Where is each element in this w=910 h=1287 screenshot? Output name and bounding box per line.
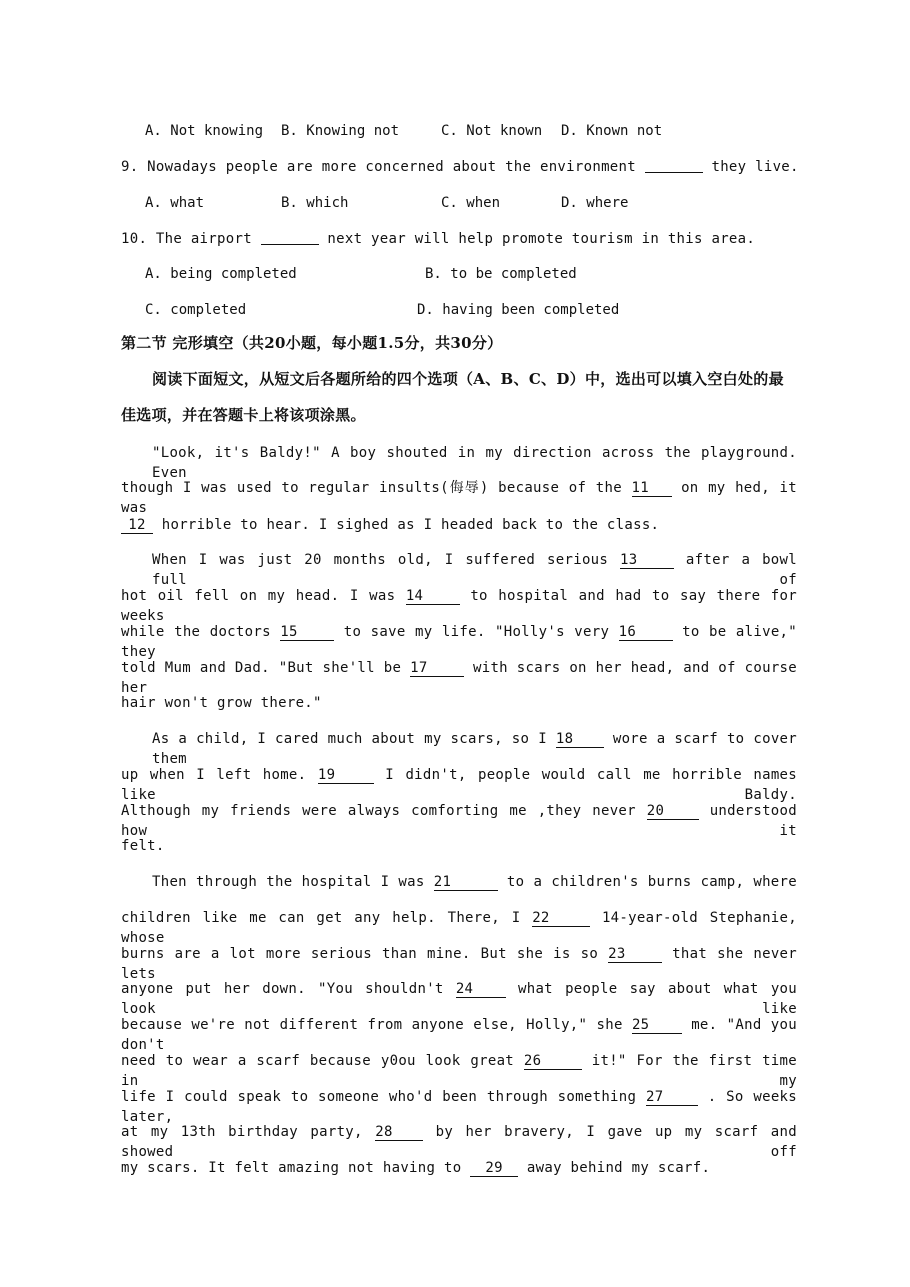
blank-16: 16	[619, 624, 673, 641]
blank-29: 29	[470, 1160, 518, 1177]
section-heading: 第二节 完形填空（共20小题，每小题1.5分，共30分）	[121, 334, 503, 352]
instruction-line-1: 阅读下面短文，从短文后各题所给的四个选项（A、B、C、D）中，选出可以填入空白处的最	[152, 370, 784, 388]
passage-line: felt.	[121, 838, 165, 854]
passage-line	[121, 801, 797, 841]
q9-option-d: D. where	[561, 195, 629, 211]
passage-line	[121, 1122, 797, 1162]
q9-option-a: A. what	[145, 195, 205, 211]
passage-line	[121, 515, 797, 535]
blank-21: 21	[434, 874, 498, 891]
passage-text: with scars on her head, and of course her	[121, 660, 798, 696]
q9-stem-before: 9. Nowadays people are more concerned about the environment	[121, 159, 636, 175]
q10-stem-after: next year will help promote tourism in this area.	[327, 231, 756, 247]
blank-19: 19	[318, 767, 374, 784]
passage-text: to hospital and had to say there for weeks	[121, 588, 797, 624]
q10-stem-before: 10. The airport	[121, 231, 252, 247]
passage-text: what people say about what you look like	[121, 981, 798, 1017]
passage-text: As a child, I cared much about my scars, so I	[152, 731, 547, 747]
blank-18: 18	[556, 731, 604, 748]
passage-line	[121, 944, 797, 984]
passage-line	[121, 658, 797, 698]
blank-22: 22	[532, 910, 590, 927]
q10-blank	[261, 230, 319, 245]
q10-option-a: A. being completed	[145, 266, 297, 282]
q9-blank	[645, 158, 703, 173]
passage-text: Although my friends were always comforting me ,they never	[121, 803, 636, 819]
q8-option-c: C. Not known	[441, 123, 543, 139]
passage-text: life I could speak to someone who'd been through something	[121, 1089, 637, 1105]
passage-text: wore a scarf to cover them	[152, 731, 798, 767]
passage-text: though I was used to regular insults(侮辱) because of the	[121, 480, 622, 496]
passage-line	[121, 765, 797, 805]
passage-text: while the doctors	[121, 624, 271, 640]
passage-text: after a bowl full of	[152, 552, 797, 588]
passage-line	[121, 586, 797, 626]
passage-line	[152, 550, 797, 590]
instruction-line-2: 佳选项，并在答题卡上将该项涂黑。	[121, 406, 366, 424]
passage-text: . So weeks later,	[121, 1089, 798, 1125]
passage-line	[121, 908, 797, 948]
blank-17: 17	[410, 660, 464, 677]
passage-text: away behind my scarf.	[526, 1160, 711, 1176]
blank-26: 26	[524, 1053, 582, 1070]
blank-15: 15	[280, 624, 334, 641]
q9-option-b: B. which	[281, 195, 349, 211]
blank-25: 25	[632, 1017, 682, 1034]
q9-stem-after: they live.	[711, 159, 799, 175]
q10-option-d: D. having been completed	[417, 302, 620, 318]
q8-option-a: A. Not knowing	[145, 123, 264, 139]
passage-text: 14-year-old Stephanie, whose	[121, 910, 797, 946]
passage-text: When I was just 20 months old, I suffered serious	[152, 552, 609, 568]
passage-text: told Mum and Dad. "But she'll be	[121, 660, 402, 676]
passage-text: it!" For the first time in my	[121, 1053, 797, 1089]
passage-text: anyone put her down. "You shouldn't	[121, 981, 444, 997]
passage-text: my scars. It felt amazing not having to	[121, 1160, 462, 1176]
passage-line: "Look, it's Baldy!" A boy shouted in my direction across the playground. Even	[152, 445, 797, 481]
passage-text: because we're not different from anyone else, Holly," she	[121, 1017, 623, 1033]
blank-20: 20	[647, 803, 699, 820]
passage-text: by her bravery, I gave up my scarf and showed off	[121, 1124, 797, 1160]
q9-option-c: C. when	[441, 195, 501, 211]
blank-28: 28	[375, 1124, 423, 1141]
blank-14: 14	[406, 588, 460, 605]
blank-13: 13	[620, 552, 674, 569]
passage-text: to be alive," they	[121, 624, 797, 660]
passage-text: to save my life. "Holly's very	[343, 624, 610, 640]
q10-option-c: C. completed	[145, 302, 247, 318]
blank-12: 12	[121, 517, 153, 534]
passage-line	[121, 1051, 797, 1091]
passage-line	[121, 1087, 797, 1127]
passage-text: to a children's burns camp, where	[506, 874, 797, 890]
passage-text: up when I left home.	[121, 767, 307, 783]
passage-text: that she never lets	[121, 946, 798, 982]
passage-line: hair won't grow there."	[121, 695, 322, 711]
passage-text: Then through the hospital I was	[152, 874, 425, 890]
passage-text: understood how it	[121, 803, 797, 839]
passage-text: I didn't, people would call me horrible names like Baldy.	[121, 767, 798, 803]
blank-11: 11	[632, 480, 672, 497]
passage-line	[121, 622, 797, 662]
q10-option-b: B. to be completed	[425, 266, 577, 282]
passage-line	[152, 872, 797, 892]
passage-text: me. "And you don't	[121, 1017, 797, 1053]
question-9	[121, 157, 797, 177]
passage-text: hot oil fell on my head. I was	[121, 588, 396, 604]
blank-27: 27	[646, 1089, 698, 1106]
passage-line	[152, 729, 797, 769]
q8-option-b: B. Knowing not	[281, 123, 400, 139]
blank-24: 24	[456, 981, 506, 998]
q8-option-d: D. Known not	[561, 123, 663, 139]
passage-text: burns are a lot more serious than mine. But she is so	[121, 946, 599, 962]
passage-line	[121, 1015, 797, 1055]
passage-text: children like me can get any help. There, I	[121, 910, 521, 926]
passage-text: need to wear a scarf because y0ou look great	[121, 1053, 515, 1069]
passage-text: at my 13th birthday party,	[121, 1124, 363, 1140]
passage-text: on my hed, it was	[121, 480, 797, 516]
passage-line	[121, 979, 797, 1019]
question-10	[121, 229, 797, 249]
passage-text: horrible to hear. I sighed as I headed back to the class.	[161, 517, 660, 533]
passage-line	[121, 1158, 797, 1178]
passage-line	[121, 478, 797, 518]
blank-23: 23	[608, 946, 662, 963]
